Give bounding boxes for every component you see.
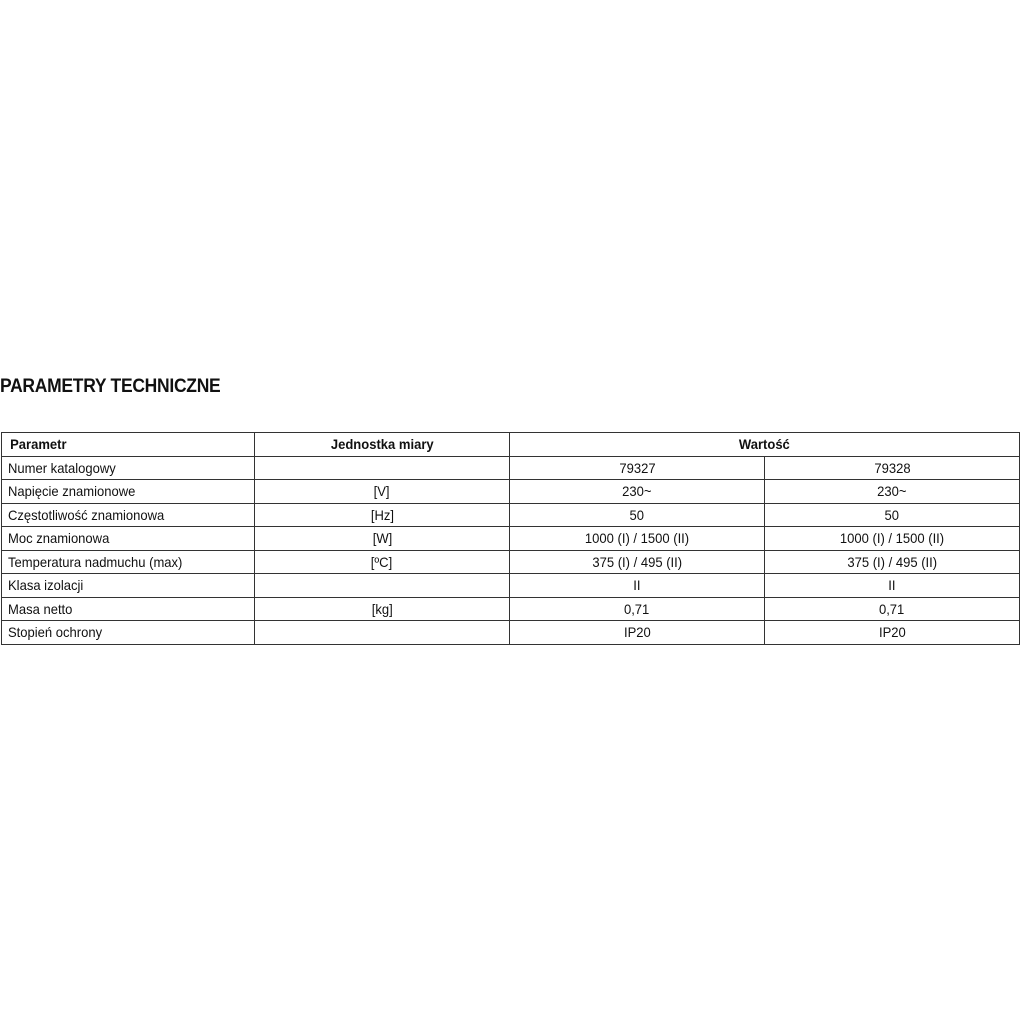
value-cell-2: 79328 (765, 456, 1020, 480)
value-cell-2: 230~ (765, 480, 1020, 504)
unit-cell: [Hz] (255, 503, 510, 527)
table-row (2, 503, 1020, 527)
value-cell-1: 0,71 (510, 597, 765, 621)
table-row (2, 597, 1020, 621)
value-cell-1: 79327 (510, 456, 765, 480)
param-cell: Klasa izolacji (2, 574, 255, 598)
unit-cell (255, 621, 510, 645)
unit-cell: [kg] (255, 597, 510, 621)
table-row (2, 480, 1020, 504)
param-cell: Napięcie znamionowe (2, 480, 255, 504)
value-cell-1: 50 (510, 503, 765, 527)
value-cell-2: II (765, 574, 1020, 598)
header-parametr: Parametr (2, 433, 255, 457)
value-cell-2: IP20 (765, 621, 1020, 645)
unit-cell: [V] (255, 480, 510, 504)
param-cell: Numer katalogowy (2, 456, 255, 480)
table-row (2, 527, 1020, 551)
value-cell-1: 1000 (I) / 1500 (II) (510, 527, 765, 551)
value-cell-1: II (510, 574, 765, 598)
value-cell-2: 1000 (I) / 1500 (II) (765, 527, 1020, 551)
value-cell-1: IP20 (510, 621, 765, 645)
value-cell-2: 375 (I) / 495 (II) (765, 550, 1020, 574)
param-cell: Temperatura nadmuchu (max) (2, 550, 255, 574)
table-row (2, 550, 1020, 574)
table-row (2, 456, 1020, 480)
value-cell-2: 50 (765, 503, 1020, 527)
table-header-row (2, 433, 1020, 457)
unit-cell (255, 456, 510, 480)
unit-cell: [ºC] (255, 550, 510, 574)
spec-table (1, 432, 1020, 645)
param-cell: Stopień ochrony (2, 621, 255, 645)
header-jednostka: Jednostka miary (255, 433, 510, 457)
section-title: PARAMETRY TECHNICZNE (0, 376, 221, 397)
value-cell-1: 230~ (510, 480, 765, 504)
unit-cell (255, 574, 510, 598)
unit-cell: [W] (255, 527, 510, 551)
header-wartosc: Wartość (510, 433, 1020, 457)
param-cell: Moc znamionowa (2, 527, 255, 551)
value-cell-2: 0,71 (765, 597, 1020, 621)
param-cell: Masa netto (2, 597, 255, 621)
param-cell: Częstotliwość znamionowa (2, 503, 255, 527)
table-row (2, 574, 1020, 598)
value-cell-1: 375 (I) / 495 (II) (510, 550, 765, 574)
table-row (2, 621, 1020, 645)
